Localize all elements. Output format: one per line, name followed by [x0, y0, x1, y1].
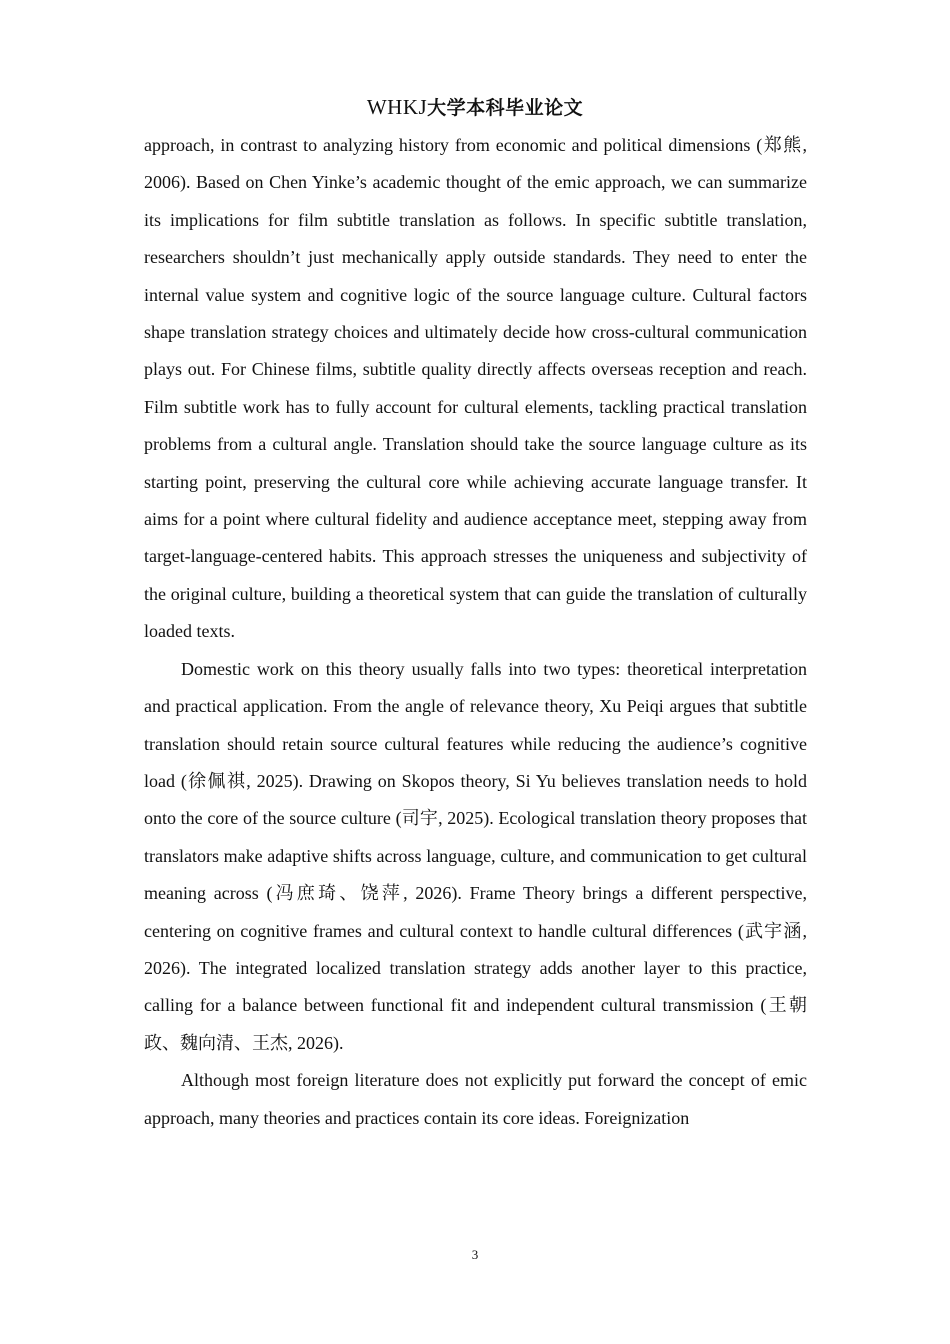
page-number: 3: [471, 1247, 479, 1262]
paragraph-foreign-literature: Although most foreign literature does not explicitly put forward the concept of emic approach, many theories and practices contain its core ideas. Foreignization: [144, 1070, 807, 1128]
paragraph-domestic-work: Domestic work on this theory usually falls into two types: theoretical interpretation and practical application. From the angle of relevance theory, Xu Peiqi argues that subtitle translation should retain source cultural features while reducing the audience’s cognitive load (徐佩祺, 2025). Drawing on Skopos theory, Si Yu believes translation needs to hold onto the core of the source culture (司宇, 2025). Ecological translation theory proposes that translators make adaptive shifts across language, culture, and communication to get cultural meaning across (冯庶琦、饶萍, 2026). Frame Theory brings a different perspective, centering on cognitive frames and cultural context to handle cultural differences (武宇涵, 2026). The integrated localized translation strategy adds another layer to this practice, calling for a balance between functional fit and independent cultural transmission (王朝政、魏向清、王杰, 2026).: [144, 658, 807, 1053]
header-title-chinese: 大学本科毕业论文: [427, 97, 584, 119]
running-header: [0, 94, 950, 121]
paragraph-continued: approach, in contrast to analyzing history from economic and political dimensions (郑熊, 2006). Based on Chen Yinke’s academic thought of the emic approach, we can summarize its implications for film subtitle translation as follows. In specific subtitle translation, researchers shouldn’t just mechanically apply outside standards. They need to enter the internal value system and cognitive logic of the source language culture. Cultural factors shape translation strategy choices and ultimately decide how cross-cultural communication plays out. For Chinese films, subtitle quality directly affects overseas reception and reach. Film subtitle work has to fully account for cultural elements, tackling practical translation problems from a cultural angle. Translation should take the source language culture as its starting point, preserving the cultural core while achieving accurate language transfer. It aims for a point where cultural fidelity and audience acceptance meet, stepping away from target-language-centered habits. This approach stresses the uniqueness and subjectivity of the original culture, building a theoretical system that can guide the translation of culturally loaded texts.: [144, 135, 807, 642]
header-title-latin: WHKJ: [366, 95, 428, 119]
body-text: [144, 127, 807, 1137]
